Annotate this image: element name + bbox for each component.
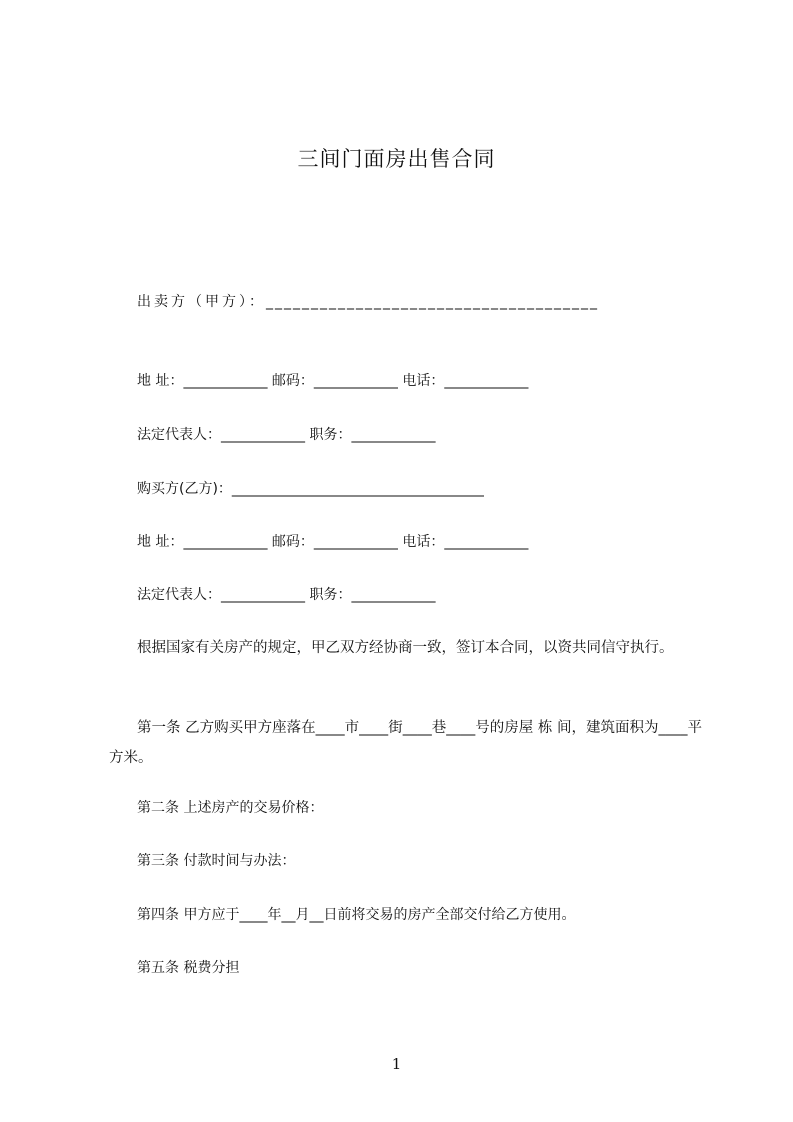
buyer-address-line: 地 址：____________ 邮码：____________ 电话：____________ xyxy=(137,534,529,550)
seller-representative-line: 法定代表人：____________ 职务：____________ xyxy=(137,427,436,443)
seller-blank: _____________________________________ xyxy=(266,294,599,310)
intro-paragraph: 根据国家有关房产的规定，甲乙双方经协商一致，签订本合同，以资共同信守执行。 xyxy=(137,640,674,656)
article-3: 第三条 付款时间与办法： xyxy=(137,853,296,869)
article-2: 第二条 上述房产的交易价格： xyxy=(137,800,324,816)
seller-address-line: 地 址：____________ 邮码：____________ 电话：____________ xyxy=(137,373,529,389)
page-number: 1 xyxy=(391,1055,402,1073)
buyer-line: 购买方(乙方)：____________________________________ xyxy=(137,481,484,497)
seller-line xyxy=(137,292,599,312)
article-4: 第四条 甲方应于____年__月__日前将交易的房产全部交付给乙方使用。 xyxy=(137,907,576,923)
seller-label: 出卖方（甲方）： xyxy=(137,294,266,310)
article-1: 第一条 乙方购买甲方座落在____市____街____巷____号的房屋 栋 间，建筑面积为____平方米。 xyxy=(109,720,702,766)
buyer-representative-line: 法定代表人：____________ 职务：____________ xyxy=(137,587,436,603)
article-5: 第五条 税费分担 xyxy=(137,960,240,976)
document-title: 三间门面房出售合同 xyxy=(297,147,496,171)
